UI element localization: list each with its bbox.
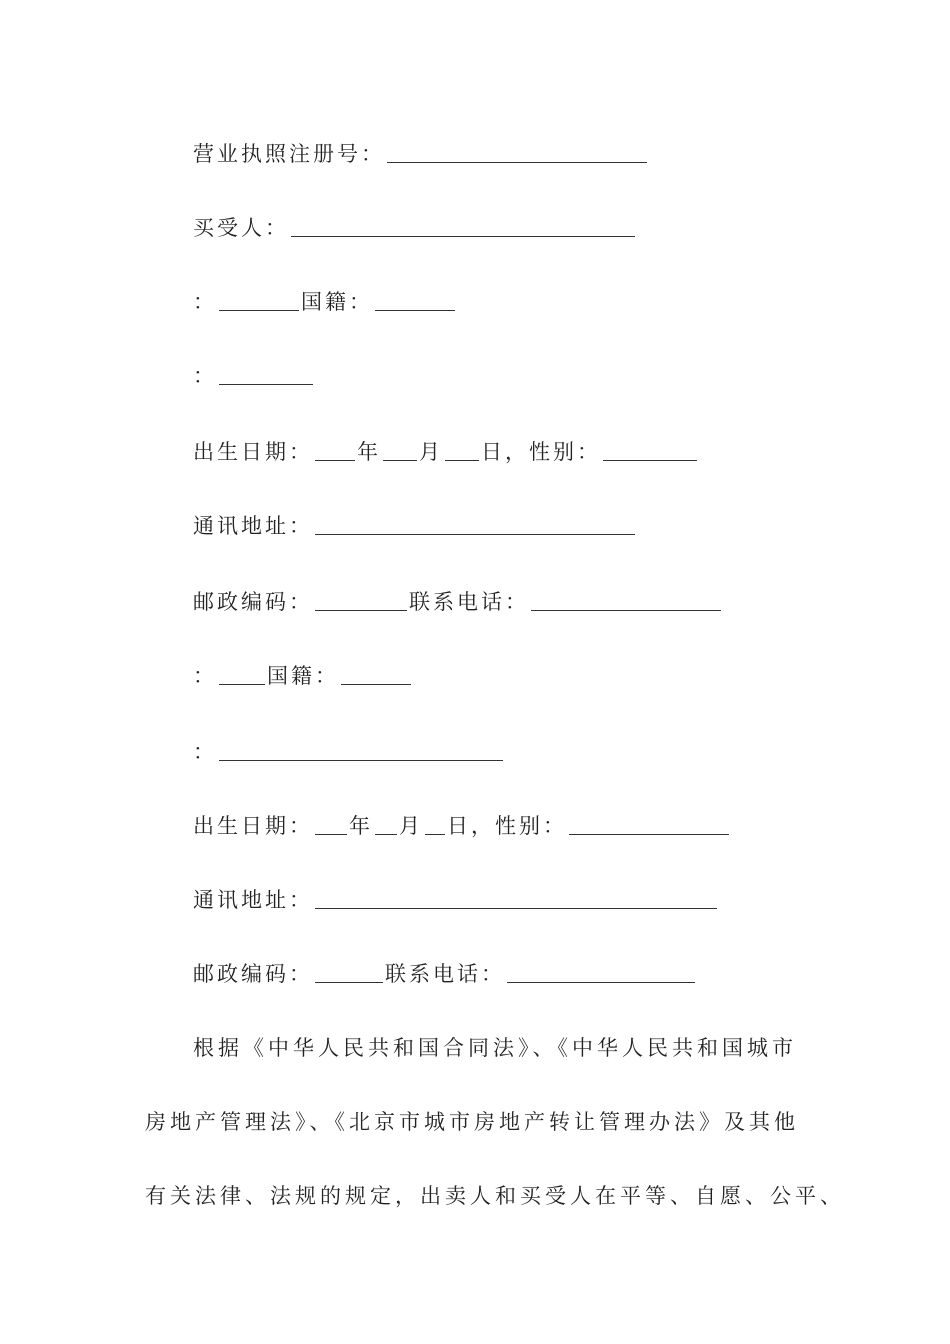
postcode-blank[interactable] — [315, 588, 407, 611]
license-number-label: 营业执照注册号： — [193, 142, 385, 166]
nationality-blank[interactable] — [341, 662, 411, 685]
address-blank[interactable] — [315, 512, 635, 535]
postcode-row-1 — [193, 584, 723, 614]
phone-blank[interactable] — [507, 960, 695, 983]
colon-row-1 — [193, 358, 315, 388]
field-blank[interactable] — [219, 662, 265, 685]
birth-date-row-1 — [193, 434, 699, 464]
buyer-label: 买受人： — [193, 216, 289, 240]
nationality-label: 国籍： — [301, 290, 373, 314]
day-gender-label: 日，性别： — [481, 440, 601, 464]
license-number-row — [193, 136, 649, 166]
phone-label: 联系电话： — [385, 962, 505, 986]
birth-date-label: 出生日期： — [193, 440, 313, 464]
colon-label: ： — [193, 364, 217, 388]
month-label: 月 — [419, 440, 443, 464]
paragraph-line-1: 根据《中华人民共和国合同法》、《中华人民共和国城市 — [193, 1036, 797, 1060]
postcode-label: 邮政编码： — [193, 590, 313, 614]
field-blank[interactable] — [219, 362, 313, 385]
birth-date-row-2 — [193, 808, 731, 838]
address-blank[interactable] — [315, 886, 717, 909]
address-label: 通讯地址： — [193, 888, 313, 912]
postcode-row-2 — [193, 956, 697, 986]
day-gender-label: 日，性别： — [447, 814, 567, 838]
gender-blank[interactable] — [603, 438, 697, 461]
colon-row-2 — [193, 734, 505, 764]
nationality-row-2 — [193, 658, 413, 688]
nationality-row-1 — [193, 284, 457, 314]
day-blank[interactable] — [445, 438, 479, 461]
buyer-row — [193, 210, 637, 240]
day-blank[interactable] — [425, 812, 445, 835]
colon-label: ： — [193, 740, 217, 764]
year-label: 年 — [349, 814, 373, 838]
nationality-label: 国籍： — [267, 664, 339, 688]
field-blank[interactable] — [219, 288, 299, 311]
phone-blank[interactable] — [531, 588, 721, 611]
birth-date-label: 出生日期： — [193, 814, 313, 838]
nationality-blank[interactable] — [375, 288, 455, 311]
postcode-label: 邮政编码： — [193, 962, 313, 986]
address-row-2 — [193, 882, 719, 912]
postcode-blank[interactable] — [315, 960, 383, 983]
gender-blank[interactable] — [569, 812, 729, 835]
phone-label: 联系电话： — [409, 590, 529, 614]
address-row-1 — [193, 508, 637, 538]
paragraph-line-2: 房地产管理法》、《北京市城市房地产转让管理办法》及其他 — [145, 1110, 799, 1134]
paragraph-line-3: 有关法律、法规的规定，出卖人和买受人在平等、自愿、公平、 — [145, 1184, 845, 1208]
license-number-blank[interactable] — [387, 140, 647, 163]
colon-label: ： — [193, 290, 217, 314]
colon-label: ： — [193, 664, 217, 688]
month-blank[interactable] — [383, 438, 417, 461]
year-blank[interactable] — [315, 812, 347, 835]
buyer-blank[interactable] — [291, 214, 635, 237]
year-blank[interactable] — [315, 438, 355, 461]
year-label: 年 — [357, 440, 381, 464]
address-label: 通讯地址： — [193, 514, 313, 538]
month-label: 月 — [399, 814, 423, 838]
field-blank[interactable] — [219, 738, 503, 761]
month-blank[interactable] — [375, 812, 397, 835]
